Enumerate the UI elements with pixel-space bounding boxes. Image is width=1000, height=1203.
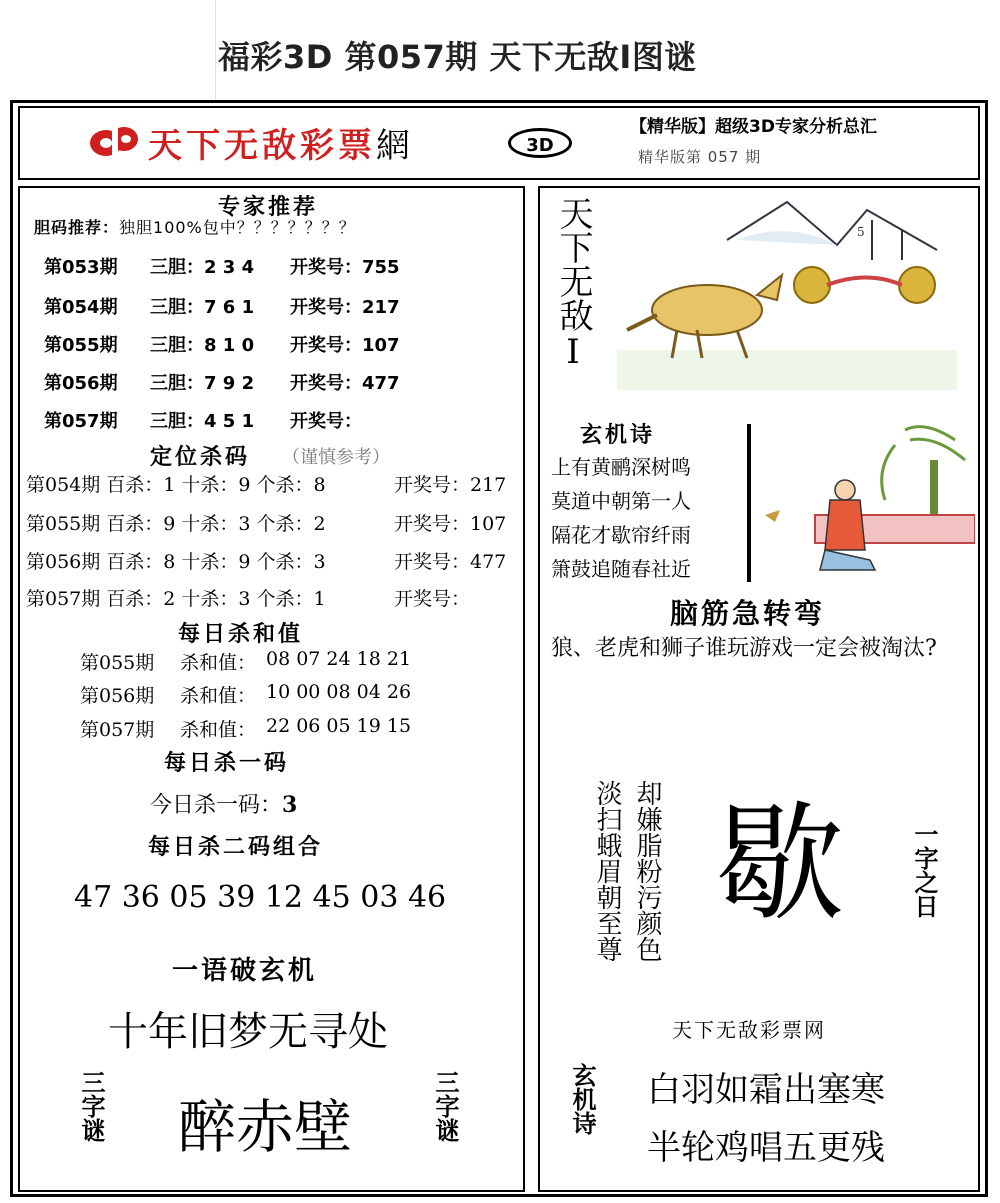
banner-issue: 精华版第 057 期: [638, 148, 762, 166]
expert-title: 专家推荐: [218, 195, 319, 220]
poem2-label: 玄机诗: [568, 1063, 596, 1135]
poem-line: 隔花才歇帘纤雨: [551, 523, 691, 547]
poem-line: 箫鼓追随春社近: [551, 557, 691, 581]
expert-row-dan: 三胆：8 1 0: [150, 335, 255, 356]
3d-badge: 3D: [508, 128, 572, 158]
poem-line: 上有黄鹂深树鸣: [551, 455, 691, 479]
expert-row-kj: 开奖号：: [290, 411, 362, 432]
expert-row-kj: 开奖号：755: [290, 257, 400, 278]
position-kill-row: 第054期 百杀：1 十杀：9 个杀：8: [26, 474, 326, 496]
right-main-title: 天下无敌Ⅰ: [553, 196, 593, 372]
expert-row-kj: 开奖号：217: [290, 297, 400, 318]
poem2-line: 半轮鸡唱五更残: [647, 1128, 885, 1168]
sum-kill-label: 杀和值：: [180, 719, 257, 741]
position-kill-row: 第055期 百杀：9 十杀：3 个杀：2: [26, 513, 326, 535]
site-name: 天下无敌彩票网: [672, 1018, 826, 1042]
expert-row-period: 第056期: [44, 373, 118, 394]
two-kill-title: 每日杀二码组合: [148, 835, 324, 860]
expert-row-dan: 三胆：7 9 2: [150, 373, 255, 394]
expert-row-period: 第053期: [44, 257, 118, 278]
riddle-title: 脑筋急转弯: [670, 597, 826, 630]
position-kill-kj: 开奖号：: [394, 588, 471, 610]
sum-kill-label: 杀和值：: [180, 652, 257, 674]
expert-row-period: 第054期: [44, 297, 118, 318]
page-title-bar: [215, 0, 1000, 100]
sum-kill-period: 第056期: [80, 685, 155, 707]
fox-scene-illustration: [617, 190, 957, 390]
sum-kill-label: 杀和值：: [180, 685, 257, 707]
expert-row-period: 第055期: [44, 335, 118, 356]
expert-row-dan: 三胆：7 6 1: [150, 297, 255, 318]
three-char-text: 醉赤壁: [178, 1093, 353, 1161]
position-kill-kj: 开奖号：477: [394, 551, 507, 573]
banner-edition: 【精华版】超级3D专家分析总汇: [630, 117, 877, 137]
two-kill-values: 47 36 05 39 12 45 03 46: [74, 880, 447, 915]
position-kill-row: 第056期 百杀：8 十杀：9 个杀：3: [26, 551, 326, 573]
three-char-label-right: 三字谜: [431, 1070, 459, 1142]
svg-text:5: 5: [857, 225, 865, 239]
page-title: 福彩3D 第057期 天下无敌Ⅰ图谜: [218, 38, 697, 76]
poem2-line: 白羽如霜出塞寒: [647, 1070, 885, 1110]
position-kill-title: 定位杀码: [150, 445, 251, 470]
poem-divider: [747, 424, 751, 582]
one-kill-title: 每日杀一码: [164, 751, 290, 776]
expert-row-kj: 开奖号：107: [290, 335, 400, 356]
expert-row-dan: 三胆：2 3 4: [150, 257, 255, 278]
vertical-line-2: 淡扫蛾眉朝至尊: [592, 780, 622, 962]
hint-text: 十年旧梦无寻处: [108, 1009, 388, 1055]
expert-row-dan: 三胆：4 5 1: [150, 411, 255, 432]
expert-row-kj: 开奖号：477: [290, 373, 400, 394]
vertical-line-1: 却嫌脂粉污颜色: [632, 780, 662, 962]
lottery-logo-icon: [88, 123, 146, 159]
position-kill-note: （谨慎参考）: [282, 447, 390, 468]
poem-title: 玄机诗: [580, 423, 656, 448]
sum-kill-values: 08 07 24 18 21: [266, 648, 412, 670]
position-kill-kj: 开奖号：217: [394, 474, 507, 496]
sum-kill-title: 每日杀和值: [178, 622, 304, 647]
sum-kill-values: 22 06 05 19 15: [266, 715, 412, 737]
big-character: 歇: [716, 790, 845, 939]
dan-row: 胆码推荐：独胆100%包中？？？？？？？: [34, 218, 356, 237]
position-kill-kj: 开奖号：107: [394, 513, 507, 535]
one-char-label: 一字之日: [910, 822, 938, 918]
sum-kill-values: 10 00 08 04 26: [266, 681, 412, 703]
three-char-label-left: 三字谜: [77, 1070, 105, 1142]
sum-kill-period: 第057期: [80, 719, 155, 741]
logo-text: 天下无敌彩票網: [148, 126, 414, 166]
hint-title: 一语破玄机: [172, 956, 318, 986]
poem-line: 莫道中朝第一人: [551, 489, 691, 513]
one-kill-row: 今日杀一码：3: [150, 792, 298, 818]
position-kill-row: 第057期 百杀：2 十杀：3 个杀：1: [26, 588, 326, 610]
riddle-text: 狼、老虎和狮子谁玩游戏一定会被淘汰?: [551, 636, 937, 661]
sum-kill-period: 第055期: [80, 652, 155, 674]
expert-row-period: 第057期: [44, 411, 118, 432]
lady-scene-illustration: [755, 420, 975, 585]
